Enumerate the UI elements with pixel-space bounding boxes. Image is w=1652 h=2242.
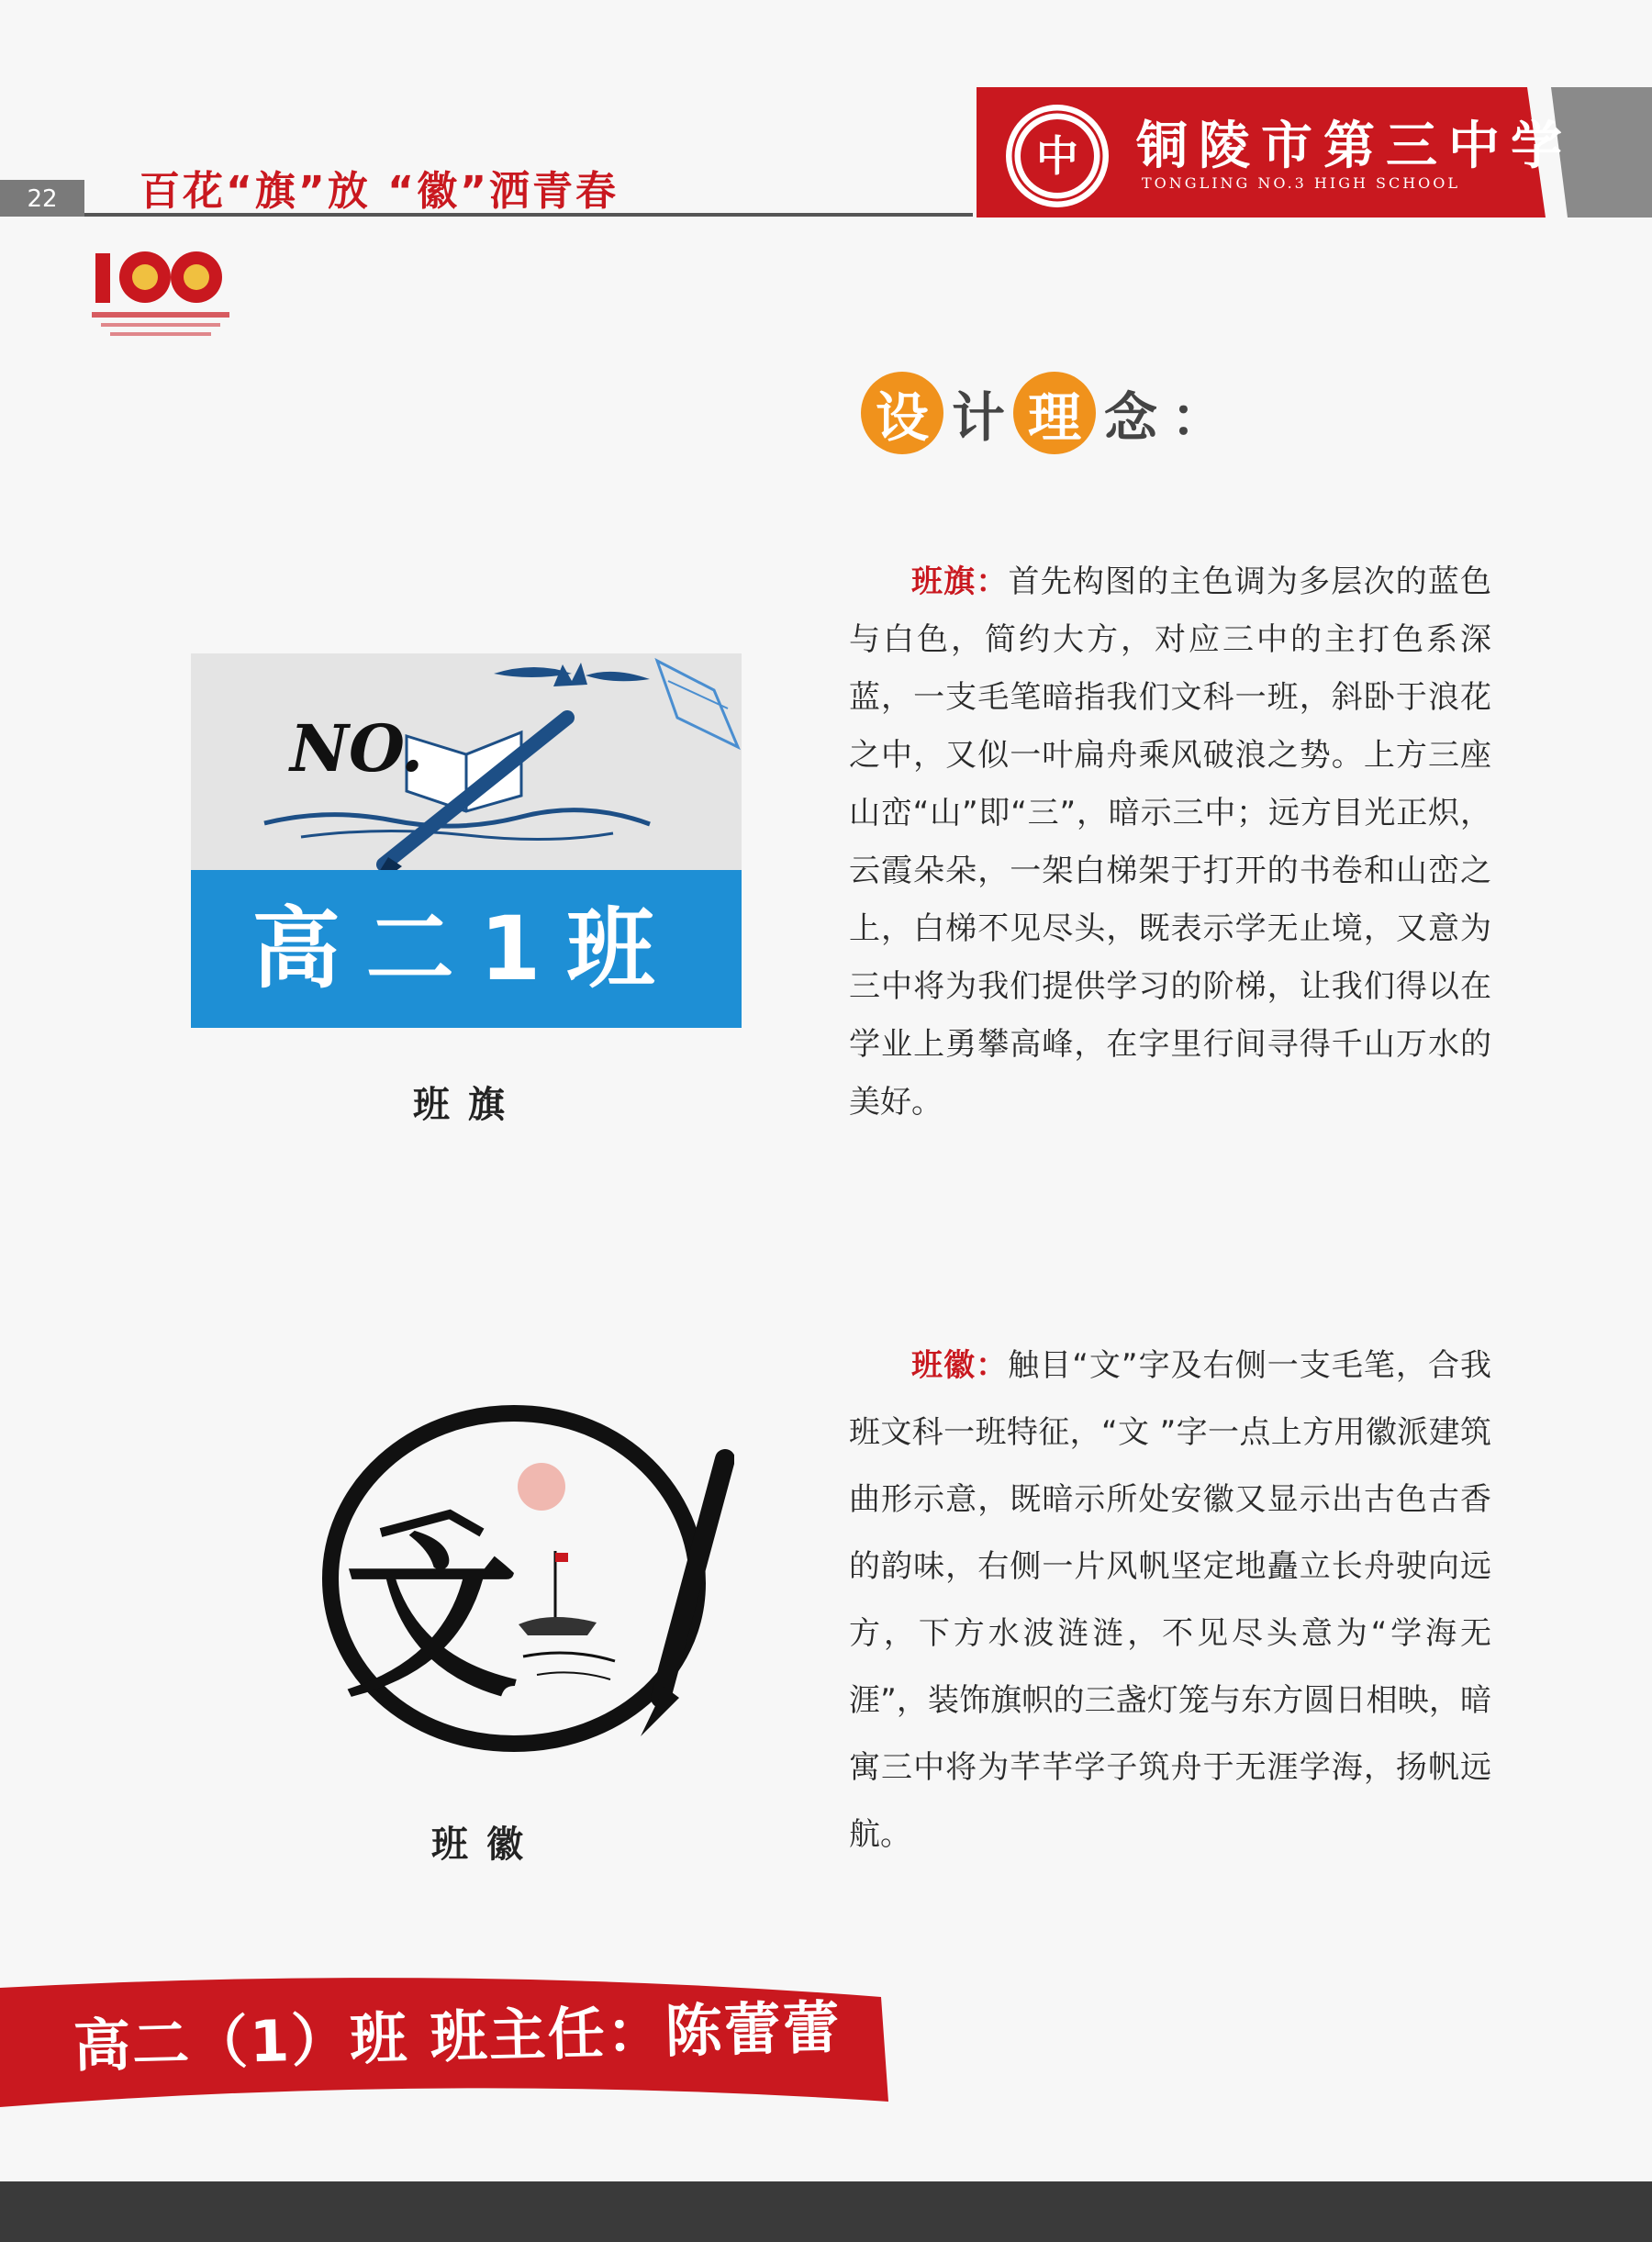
school-name-en: TONGLING NO.3 HIGH SCHOOL [1142, 174, 1461, 192]
flag-description [849, 553, 1491, 1132]
school-emblem-icon [1002, 101, 1112, 211]
flag-caption: 班旗 [413, 1083, 523, 1126]
flag-lead: 班旗： [911, 563, 1009, 600]
class-flag-image [191, 653, 742, 1028]
heading-char-4: 念 [1103, 386, 1157, 449]
class-emblem-image [294, 1395, 734, 1762]
emblem-caption: 班徽 [431, 1823, 541, 1866]
emblem-body: 触目“文”字及右侧一支毛笔，合我班文科一班特征，“文 ”字一点上方用徽派建筑曲形示意，既暗示所处安徽又显示出古色古香的韵味，右侧一片风帆坚定地矗立长舟驶向远方，下方水波涟涟，不见尽头意为“学海无涯”，装饰旗帜的三盏灯笼与东方圆日相映，暗寓三中将为芊芊学子筑舟于无涯学海，扬帆远航。 [849, 1347, 1492, 1853]
school-name: 铜陵市第三中学 [1136, 116, 1573, 176]
heading-char-1: 设 [861, 372, 943, 454]
flag-top-panel [191, 653, 742, 870]
teacher-label: 高二（1）班 班主任：陈蕾蕾 [73, 1993, 843, 2080]
flag-class-name: 高二1班 [251, 898, 681, 1000]
emblem-lead: 班徽： [911, 1347, 1009, 1384]
bottom-bar [0, 2181, 1652, 2242]
emblem-character: 文 [343, 1516, 519, 1721]
heading-colon: ： [1170, 386, 1224, 449]
school-emblem-char: 中 [1036, 131, 1078, 181]
heading-char-3: 理 [1013, 372, 1096, 454]
centenary-logo [88, 240, 235, 341]
page-number: 22 [27, 185, 58, 213]
design-concept-heading [861, 367, 1230, 459]
emblem-description [849, 1333, 1491, 1868]
flag-body: 首先构图的主色调为多层次的蓝色与白色，简约大方，对应三中的主打色系深蓝，一支毛笔暗指我们文科一班，斜卧于浪花之中，又似一叶扁舟乘风破浪之势。上方三座山峦“山”即“三”，暗示三中；远方目光正炽，云霞朵朵，一架白梯架于打开的书卷和山峦之上，白梯不见尽头，既表示学无止境，又意为三中将为我们提供学习的阶梯，让我们得以在学业上勇攀高峰，在字里行间寻得千山万水的美好。 [849, 563, 1492, 1121]
header-slogan: 百花“旗”放 “徽”洒青春 [140, 168, 619, 215]
heading-char-2: 计 [951, 386, 1005, 449]
flag-no-label: NO. [290, 710, 424, 786]
